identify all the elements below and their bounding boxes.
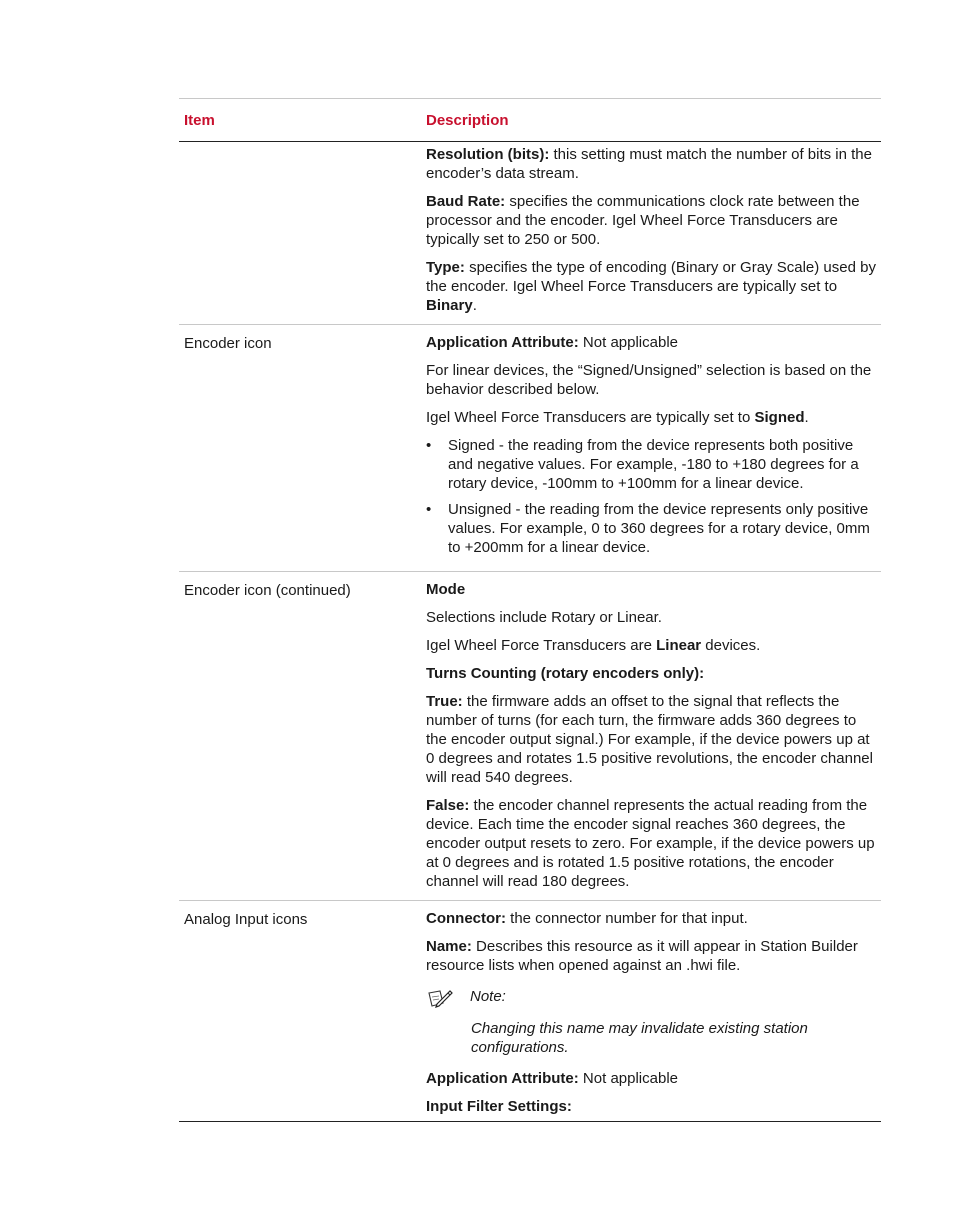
header-item: Item <box>184 111 215 129</box>
note-block <box>426 987 879 1011</box>
note-label: Note: <box>470 988 506 1005</box>
mode-heading: Mode <box>426 581 466 598</box>
list-item: • Signed - the reading from the device represents both positive and negative values. For example, -180 to +180 degrees for a rotary device, -100mm to +100mm for a linear device. <box>426 436 879 493</box>
true-para: True: the firmware adds an offset to the signal that reflects the number of turns (for each turn, the firmware adds 360 degrees to the encoder output signal.) For example, if the device powers up at 0 degrees and rotates 1.5 positive revolutions, the encoder channel will read 540 degrees. <box>426 693 873 786</box>
table-row <box>179 901 881 1122</box>
row-description <box>426 909 881 1121</box>
table-row <box>179 572 881 901</box>
note-text: Changing this name may invalidate existing station configurations. <box>471 1020 808 1056</box>
turns-counting-heading: Turns Counting (rotary encoders only): <box>426 665 705 682</box>
row-description <box>426 580 881 900</box>
row-item-analog-input: Analog Input icons <box>184 911 308 928</box>
typical-setting-para: Igel Wheel Force Transducers are typically set to Signed. <box>426 409 809 426</box>
row-item-encoder-continued: Encoder icon (continued) <box>184 582 351 599</box>
application-attribute-para: Application Attribute: Not applicable <box>426 1070 678 1087</box>
table-header <box>179 99 881 142</box>
settings-table <box>179 98 881 1122</box>
resolution-para: Resolution (bits): this setting must match the number of bits in the encoder’s data stream. <box>426 146 872 182</box>
application-attribute-para: Application Attribute: Not applicable <box>426 334 678 351</box>
connector-para: Connector: the connector number for that input. <box>426 910 748 927</box>
list-item: • Unsigned - the reading from the device represents only positive values. For example, 0 to 360 degrees for a rotary device, 0mm to +200mm for a linear device. <box>426 500 879 557</box>
signed-list <box>426 436 879 557</box>
table-row <box>179 142 881 325</box>
linear-devices-para: For linear devices, the “Signed/Unsigned” selection is based on the behavior described below. <box>426 362 872 398</box>
mode-text: Selections include Rotary or Linear. <box>426 609 662 626</box>
row-description <box>426 333 881 571</box>
row-description <box>426 145 881 324</box>
note-pencil-icon <box>426 987 470 1011</box>
note-pencil-icon <box>426 987 454 1011</box>
false-para: False: the encoder channel represents the actual reading from the device. Each time the encoder signal reaches 360 degrees, the encoder output resets to zero. For example, if the device powers up at 0 degrees and is rotated 1.5 positive rotations, the encoder channel will read 180 degrees. <box>426 797 875 890</box>
row-item-encoder: Encoder icon <box>184 335 272 352</box>
linear-para: Igel Wheel Force Transducers are Linear devices. <box>426 637 761 654</box>
table-row <box>179 325 881 572</box>
input-filter-heading: Input Filter Settings: <box>426 1098 572 1115</box>
name-para: Name: Describes this resource as it will appear in Station Builder resource lists when opened against an .hwi file. <box>426 938 858 974</box>
type-para: Type: specifies the type of encoding (Binary or Gray Scale) used by the encoder. Igel Wheel Force Transducers are typically set to Binary. <box>426 259 876 314</box>
header-description: Description <box>426 111 509 129</box>
baud-rate-para: Baud Rate: specifies the communications clock rate between the processor and the encoder. Igel Wheel Force Transducers are typically set to 250 or 500. <box>426 193 860 248</box>
row-item <box>179 145 426 324</box>
